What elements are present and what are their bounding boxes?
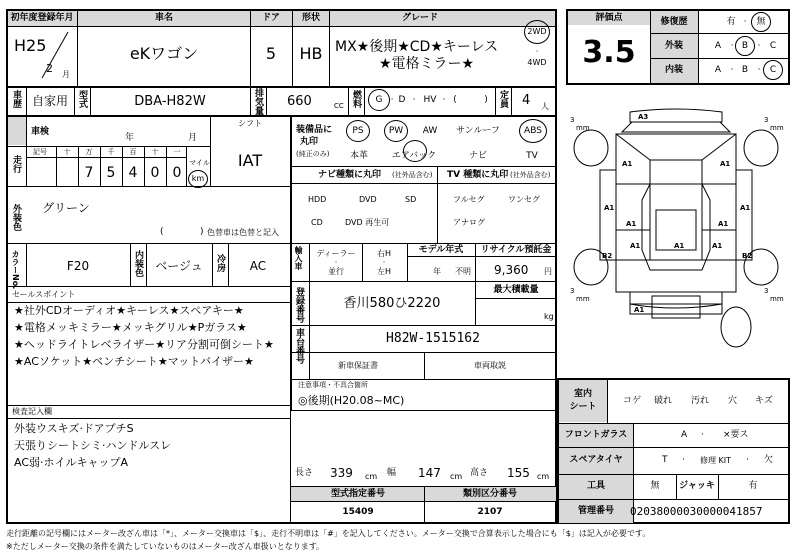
repair-opt-sep: ·	[743, 17, 747, 27]
mileage-digit-header: 千	[107, 148, 115, 156]
jack-value: 有	[748, 481, 758, 491]
damage-code: A1	[622, 160, 633, 168]
import-sep2: ·	[382, 258, 386, 267]
capacity-unit: 人	[541, 102, 549, 111]
max-load-unit: kg	[544, 312, 554, 321]
import-parallel: 並行	[328, 267, 344, 276]
fuel-opt-sep1: ·	[390, 95, 394, 105]
spare-label: スペアタイヤ	[569, 455, 623, 465]
equip-leather: 本革	[349, 151, 369, 161]
cc-unit: CC	[334, 102, 344, 110]
length-unit: cm	[365, 472, 378, 481]
reg-month-unit: 月	[62, 70, 70, 79]
header-shape: 形状	[301, 13, 321, 23]
width-value: 147	[418, 466, 441, 480]
category-value: 2107	[477, 507, 503, 517]
chassis-value: H82W-1515162	[386, 331, 480, 346]
equip-ps: PS	[352, 126, 364, 136]
color-note: 色替車は色替と記入	[207, 228, 279, 237]
damage-code: A1	[634, 306, 645, 314]
sheet-stain: 汚れ	[691, 396, 710, 406]
width-unit: cm	[450, 472, 463, 481]
header-car-name: 車名	[154, 13, 174, 23]
damage-code: A1	[630, 242, 641, 250]
mileage-digit: 4	[128, 165, 138, 181]
windshield-repair: ×要ス	[723, 430, 749, 440]
damage-code: A1	[604, 204, 615, 212]
tv-fullseg: フルセグ	[453, 195, 485, 204]
equip-pw: PW	[388, 126, 404, 136]
inspection-month-unit: 月	[188, 133, 198, 143]
repair-opt-no: 無	[756, 17, 766, 27]
tv-oneseg: ワンセグ	[508, 195, 540, 204]
damage-code: A1	[740, 204, 751, 212]
tire-tread-label: mm	[770, 124, 784, 132]
mileage-digit-header: 一	[173, 148, 181, 156]
mileage-digit: 7	[84, 165, 94, 181]
tire-tread-label: 3	[570, 287, 575, 295]
recycle-value: 9,360	[494, 263, 529, 277]
color-paren-open: (	[160, 227, 164, 237]
height-value: 155	[507, 466, 530, 480]
exterior-opt-sep2: ·	[757, 41, 761, 51]
grade-line1: MX★後期★CD★キーレス	[335, 39, 499, 55]
equip-sunroof: サンルーフ	[456, 126, 500, 136]
interior-label: 内装	[664, 65, 684, 75]
fuel-opt-sep3: ·	[442, 95, 446, 105]
spare-sep2: ·	[746, 455, 749, 465]
displacement-label: 排気量	[253, 88, 263, 115]
shift-label: シフト	[238, 119, 262, 128]
tv-label: TV 種類に丸印	[447, 170, 509, 180]
windshield-a: A	[681, 430, 688, 440]
reg-month: 2	[46, 62, 53, 75]
recycle-label: リサイクル預託金	[480, 245, 552, 255]
interior-color-label: 内装色	[133, 250, 143, 277]
mileage-label: 走行	[11, 155, 21, 173]
inspection-year-unit: 年	[125, 133, 135, 143]
ac-value: AC	[249, 259, 267, 273]
spare-sep1: ·	[682, 455, 685, 465]
fuel-opt-hv: HV	[423, 95, 437, 105]
color-no-label: カラーNo.	[11, 250, 20, 290]
interior-opt-a: A	[714, 65, 722, 75]
notes-label: 注意事項・不具合箇所	[298, 381, 368, 389]
sales-line-2: ★電格メッキミラー★メッキグリル★Pガラス★	[14, 321, 247, 334]
fuel-opt-sep2: ·	[412, 95, 416, 105]
capacity-label: 定員	[498, 90, 508, 108]
mileage-symbol-label: 記号	[33, 148, 47, 156]
import-dealer: ディーラー	[316, 249, 356, 258]
interior-color-value: ベージュ	[155, 259, 203, 273]
mileage-digit-header: 万	[85, 148, 93, 156]
fuel-label: 燃料	[351, 90, 361, 108]
tire-tread-label: mm	[576, 295, 590, 303]
header-first-reg: 初年度登録年月	[10, 13, 74, 23]
tire-tread-label: 3	[570, 116, 575, 124]
equip-label-1: 装備品に	[296, 125, 333, 135]
mileage-digit-header: 百	[129, 148, 137, 156]
interior-opt-sep1: ·	[730, 65, 734, 75]
displacement-value: 660	[287, 94, 312, 109]
mileage-digit: 0	[150, 165, 160, 181]
recycle-unit: 円	[544, 267, 552, 276]
spare-none: 欠	[764, 455, 774, 465]
exterior-label: 外装	[664, 41, 684, 51]
sheet-tear: 破れ	[654, 396, 673, 406]
import-label: 輸入車	[294, 246, 303, 270]
inspector-line-2: 天張りシートシミ·ハンドルスレ	[14, 439, 172, 452]
sheet-hole: 穴	[728, 396, 738, 406]
grade-line2: ★電格ミラー★	[379, 56, 475, 72]
tire-tread-label: 3	[764, 287, 769, 295]
equip-abs: ABS	[524, 126, 542, 136]
ac-label: 冷房	[215, 254, 225, 272]
height-label: 高さ	[470, 468, 489, 478]
mile-unit: マイル	[189, 159, 210, 167]
tools-value: 無	[650, 481, 660, 491]
damage-code: A3	[638, 113, 649, 121]
car-name-value: eKワゴン	[129, 44, 199, 63]
windshield-sep: ·	[701, 430, 704, 440]
inspector-line-3: AC弱·ホイルキャップA	[14, 456, 129, 469]
damage-code: A1	[626, 220, 637, 228]
damage-code: A1	[712, 242, 723, 250]
inspection-label: 車検	[31, 127, 50, 137]
height-unit: cm	[537, 472, 550, 481]
exterior-opt-b: B	[741, 41, 749, 51]
max-load-label: 最大積載量	[493, 285, 539, 295]
shape-value: HB	[299, 44, 323, 63]
header-grade: グレード	[401, 13, 439, 23]
score-label: 評価点	[595, 13, 623, 23]
inspector-line-1: 外装ウスキズ·ドアブチS	[14, 422, 134, 435]
model-year-unknown: 不明	[455, 267, 471, 276]
score-value: 3.5	[582, 35, 636, 70]
exterior-opt-c: C	[769, 41, 777, 51]
warranty-new-car: 新車保証書	[338, 361, 378, 370]
km-unit: km	[191, 174, 205, 183]
car-damage-diagram	[560, 100, 792, 368]
import-right-h: 右H	[376, 249, 392, 258]
drive-4wd: 4WD	[527, 58, 547, 67]
shift-value: IAT	[237, 151, 263, 170]
mileage-digit-header: 十	[63, 148, 71, 156]
tire-tread-label: mm	[576, 124, 590, 132]
width-label: 幅	[387, 468, 397, 478]
spare-t: T	[662, 455, 668, 465]
model-value: DBA-H82W	[134, 94, 206, 109]
management-label: 管理番号	[577, 506, 615, 516]
usage-value: 自家用	[31, 94, 69, 108]
interior-sheet-label-1: 室内	[573, 389, 593, 399]
color-paren-close: )	[200, 227, 204, 237]
fuel-opt-close: )	[484, 95, 488, 105]
model-year-label: モデル年式	[418, 245, 464, 255]
color-value: グリーン	[42, 201, 90, 215]
header-door: ドア	[262, 13, 280, 23]
fuel-opt-g: G	[375, 95, 383, 105]
notes-line1: ◎後期(H20.08~MC)	[298, 394, 405, 407]
spare-kit: 修理 KIT	[700, 456, 732, 465]
damage-code: A1	[720, 160, 731, 168]
registration-label: 登録番号	[294, 287, 304, 323]
interior-opt-b: B	[741, 65, 749, 75]
damage-code: B2	[742, 252, 753, 260]
equip-tv: TV	[526, 151, 538, 161]
fuel-opt-d: D	[398, 95, 406, 105]
model-label: 型式	[77, 90, 87, 108]
warranty-manual: 車両取説	[474, 361, 506, 370]
door-value: 5	[265, 44, 277, 63]
interior-opt-sep2: ·	[757, 65, 761, 75]
usage-label: 車歴	[11, 90, 21, 108]
tv-analog: アナログ	[453, 218, 485, 227]
mileage-digit: 5	[106, 165, 116, 181]
reg-era-year: H25	[14, 36, 47, 55]
navi-sub: (社外品含む)	[392, 171, 433, 179]
footer-line-2: ※ただしメーター交換の条件を満たしていないものはメーター改ざん車扱いとなります。	[6, 542, 325, 551]
tire-tread-label: 3	[764, 116, 769, 124]
designation-value: 15409	[342, 507, 374, 517]
equip-aw: AW	[422, 126, 438, 136]
interior-opt-c: C	[769, 65, 777, 75]
navi-hdd: HDD	[308, 195, 327, 204]
tire-front-right	[744, 130, 778, 166]
length-label: 長さ	[295, 468, 314, 478]
navi-dvd-play: DVD 再生可	[345, 218, 390, 227]
damage-code: B2	[602, 252, 613, 260]
mileage-digit-header: 十	[151, 148, 159, 156]
designation-label: 型式指定番号	[330, 489, 386, 499]
sheet-burn: コゲ	[623, 396, 642, 406]
fuel-opt-open: (	[453, 95, 457, 105]
navi-cd: CD	[311, 218, 323, 227]
jack-label: ジャッキ	[679, 481, 715, 491]
equip-label-2: 丸印	[300, 137, 319, 147]
capacity-value: 4	[522, 93, 531, 108]
damage-code: A1	[674, 242, 685, 250]
exterior-opt-sep1: ·	[730, 41, 734, 51]
drive-2wd: 2WD	[527, 27, 547, 36]
damage-code: A1	[718, 220, 729, 228]
windshield-label: フロントガラス	[564, 430, 628, 440]
sales-line-3: ★ヘッドライトレベライザー★リア分割可倒シート★	[14, 338, 274, 351]
equip-airbag: エアバック	[391, 151, 437, 161]
category-label: 類別区分番号	[462, 489, 518, 499]
footer-line-1: 走行距離の記号欄にはメーター改ざん車は「*」、メーター交換車は「$」、走行不明車は「#」を記入してください。メーター交換で合算表示した場合にも「$」は記入が必要です。	[6, 529, 651, 538]
tire-front-left	[574, 130, 608, 166]
sales-line-1: ★社外CDオーディオ★キーレス★スペアキー★	[14, 304, 244, 317]
tv-sub: (社外品含む)	[510, 171, 551, 179]
tire-spare	[721, 307, 751, 347]
model-year-unit: 年	[433, 267, 441, 276]
color-no-value: F20	[66, 259, 90, 273]
equip-label-3: (純正のみ)	[296, 150, 330, 158]
exterior-opt-a: A	[714, 41, 722, 51]
navi-label: ナビ種類に丸印	[318, 170, 382, 180]
sheet-scratch: キズ	[755, 396, 773, 406]
repair-opt-yes: 有	[726, 17, 736, 27]
import-left-h: 左H	[376, 267, 392, 276]
repair-label: 修復歴	[660, 17, 688, 27]
sales-line-4: ★ACソケット★ベンチシート★マットバイザー★	[14, 355, 254, 368]
management-value: 02038000030000041857	[630, 505, 763, 518]
interior-sheet-label: シート	[569, 402, 597, 412]
chassis-label: 車台番号	[294, 328, 304, 364]
length-value: 339	[330, 466, 353, 480]
navi-dvd: DVD	[359, 195, 377, 204]
drive-sep: ·	[535, 47, 539, 56]
tire-tread-label: mm	[770, 295, 784, 303]
navi-sd: SD	[405, 195, 417, 204]
import-sep: ·	[334, 258, 338, 267]
sales-points-label: セールスポイント	[12, 290, 76, 299]
registration-value: 香川580ひ2220	[343, 296, 441, 311]
tools-label: 工具	[586, 481, 606, 491]
mileage-digit: 0	[172, 165, 182, 181]
color-label: 外装色	[11, 204, 21, 231]
inspector-label: 検査記入欄	[12, 407, 52, 416]
equip-navi: ナビ	[468, 151, 488, 161]
